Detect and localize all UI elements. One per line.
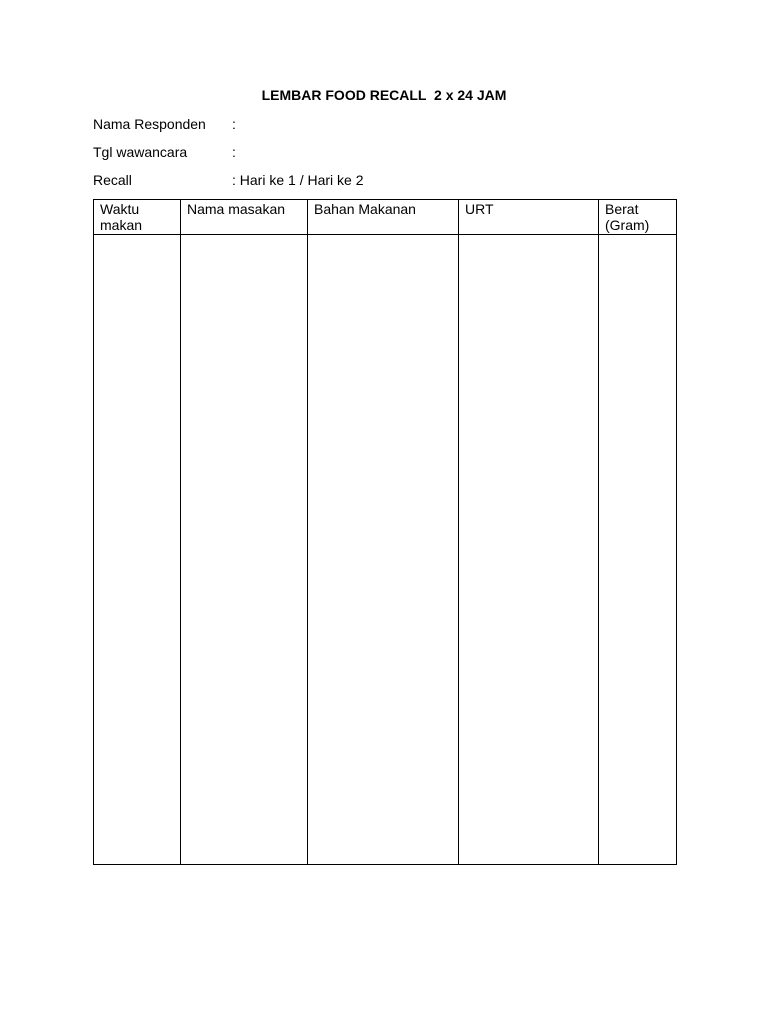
- header-berat: [599, 200, 677, 235]
- header-nama-masakan-line1: Nama masakan: [187, 201, 286, 217]
- food-recall-table: [93, 199, 677, 865]
- document-title: LEMBAR FOOD RECALL 2 x 24 JAM: [261, 87, 507, 103]
- cell-waktu-makan: [94, 235, 181, 865]
- field-label-recall: Recall: [93, 172, 132, 188]
- cell-bahan-makanan: [308, 235, 459, 865]
- cell-nama-masakan: [181, 235, 308, 865]
- header-waktu-makan-line2: makan: [100, 217, 143, 233]
- field-label-tgl-wawancara: Tgl wawancara: [93, 144, 188, 160]
- header-urt-line1: URT: [465, 201, 494, 217]
- header-waktu-makan: [94, 200, 181, 235]
- field-label-nama-responden: Nama Responden: [93, 116, 206, 132]
- header-berat-line1: Berat: [605, 201, 639, 217]
- header-bahan-makanan: [308, 200, 459, 235]
- cell-urt: [459, 235, 599, 865]
- table-header-row: [94, 200, 677, 235]
- field-value-tgl-wawancara: :: [232, 144, 236, 160]
- header-berat-line2: (Gram): [605, 217, 650, 233]
- header-bahan-makanan-line1: Bahan Makanan: [314, 201, 416, 217]
- header-urt: [459, 200, 599, 235]
- cell-berat: [599, 235, 677, 865]
- header-waktu-makan-line1: Waktu: [100, 201, 140, 217]
- field-value-recall: : Hari ke 1 / Hari ke 2: [232, 172, 364, 188]
- field-value-nama-responden: :: [232, 116, 236, 132]
- table-row: [94, 235, 677, 865]
- header-nama-masakan: [181, 200, 308, 235]
